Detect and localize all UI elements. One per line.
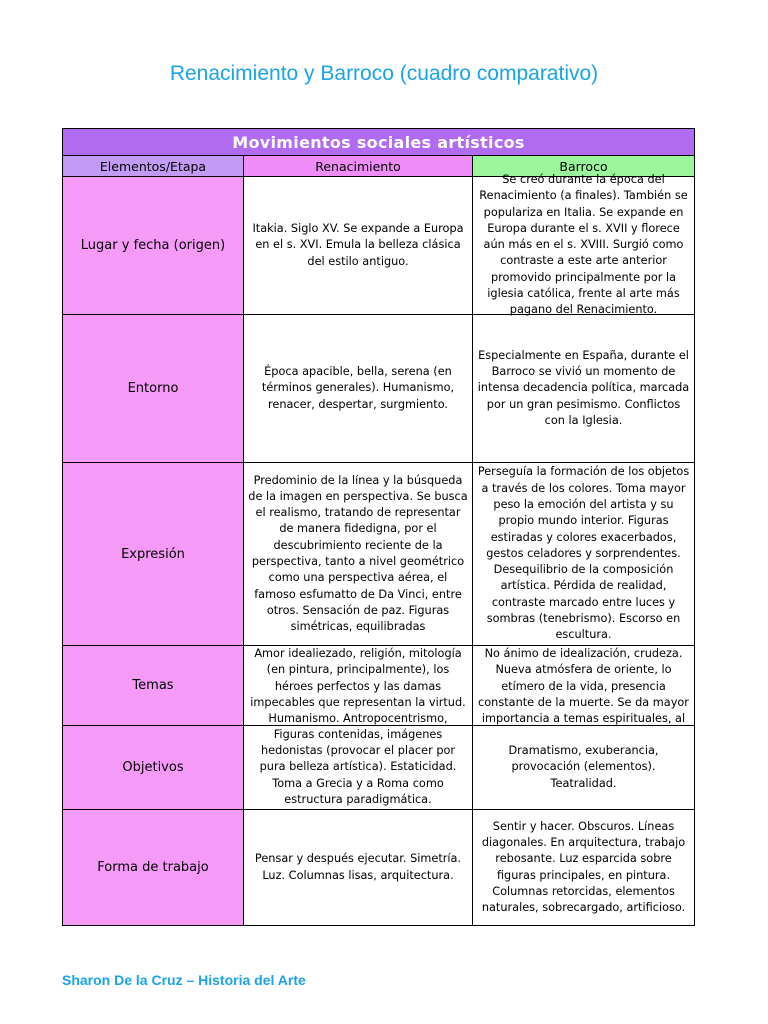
table-row: [63, 463, 695, 646]
renacimiento-cell: Predominio de la línea y la búsqueda de la imagen en perspectiva. Se busca el realismo, tratando de representar de manera fidedigna, por el descubrimiento reciente de la perspectiva, tanto a nivel geométrico como una perspectiva aérea, el famoso esfumatto de Da Vinci, entre otros. Sensación de paz. Figuras simétricas, equilibradas: [248, 473, 468, 634]
barroco-cell: Especialmente en España, durante el Barroco se vivió un momento de intensa decadencia política, marcada por un gran pesimismo. Conflictos con la Iglesia.: [477, 348, 690, 427]
renacimiento-cell: Época apacible, bella, serena (en términos generales). Humanismo, renacer, despertar, surgmiento.: [261, 365, 455, 411]
row-label: Temas: [63, 646, 244, 726]
renacimiento-cell: Figuras contenidas, imágenes hedonistas (provocar el placer por pura belleza artística). Estaticidad. Toma a Grecia y a Roma como estructura paradigmática.: [259, 727, 457, 806]
table-row: [63, 810, 695, 926]
column-header-barroco: Barroco: [473, 156, 695, 177]
barroco-cell: Dramatismo, exuberancia, provocación (elementos). Teatralidad.: [508, 744, 659, 790]
barroco-cell: No ánimo de idealización, crudeza. Nueva atmósfera de oriente, lo etímero de la vida, presencia constante de la muerte. Se da mayor importancia a temas espirituales, al: [478, 647, 689, 726]
table-row: [63, 315, 695, 463]
row-label: Forma de trabajo: [63, 810, 244, 926]
row-label: Lugar y fecha (origen): [63, 177, 244, 315]
row-label: Entorno: [63, 315, 244, 463]
barroco-cell: Perseguía la formación de los objetos a través de los colores. Toma mayor peso la emoción del artista y su propio mundo interior. Figuras estiradas y colores exacerbados, gestos celadores y sorprendentes. Desequilibrio de la composición artística. Pérdida de realidad, contraste marcado entre luces y sombras (tenebrismo). Escorso en escultura.: [477, 465, 690, 642]
table-row: [63, 646, 695, 726]
renacimiento-cell: Amor idealiezado, religión, mitología (en pintura, principalmente), los héroes perfectos y las damas impecables que representan la virtud. Humanismo. Antropocentrismo,: [250, 647, 466, 726]
column-header-elementos: Elementos/Etapa: [63, 156, 244, 177]
barroco-cell: Sentir y hacer. Obscuros. Líneas diagonales. En arquitectura, trabajo rebosante. Luz esparcida sobre figuras principales, en pintura. Columnas retorcidas, elementos naturales, sobrecargado, artificioso.: [481, 819, 686, 915]
comparison-table: [62, 128, 695, 926]
row-label: Expresión: [63, 463, 244, 646]
table-row: [63, 726, 695, 810]
renacimiento-cell: Pensar y después ejecutar. Simetría. Luz. Columnas lisas, arquitectura.: [254, 852, 462, 882]
renacimiento-cell: Itakia. Siglo XV. Se expande a Europa en el s. XVI. Emula la belleza clásica del estilo antiguo.: [252, 222, 464, 268]
table-row: [63, 177, 695, 315]
column-header-renacimiento: Renacimiento: [244, 156, 473, 177]
page-title: Renacimiento y Barroco (cuadro comparativo): [169, 62, 599, 85]
footer-credit: Sharon De la Cruz – Historia del Arte: [62, 972, 306, 988]
row-label: Objetivos: [63, 726, 244, 810]
table-header: Movimientos sociales artísticos: [63, 129, 695, 156]
barroco-cell: Se creó durante la época del Renacimiento (a finales). También se populariza en Italia. Se expande en Europa durante el s. XVII y florece aún más en el s. XVIII. Surgió como contraste a este arte anterior promovido principalmente por la iglesia católica, frente al arte más pagano del Renacimiento.: [479, 173, 688, 317]
